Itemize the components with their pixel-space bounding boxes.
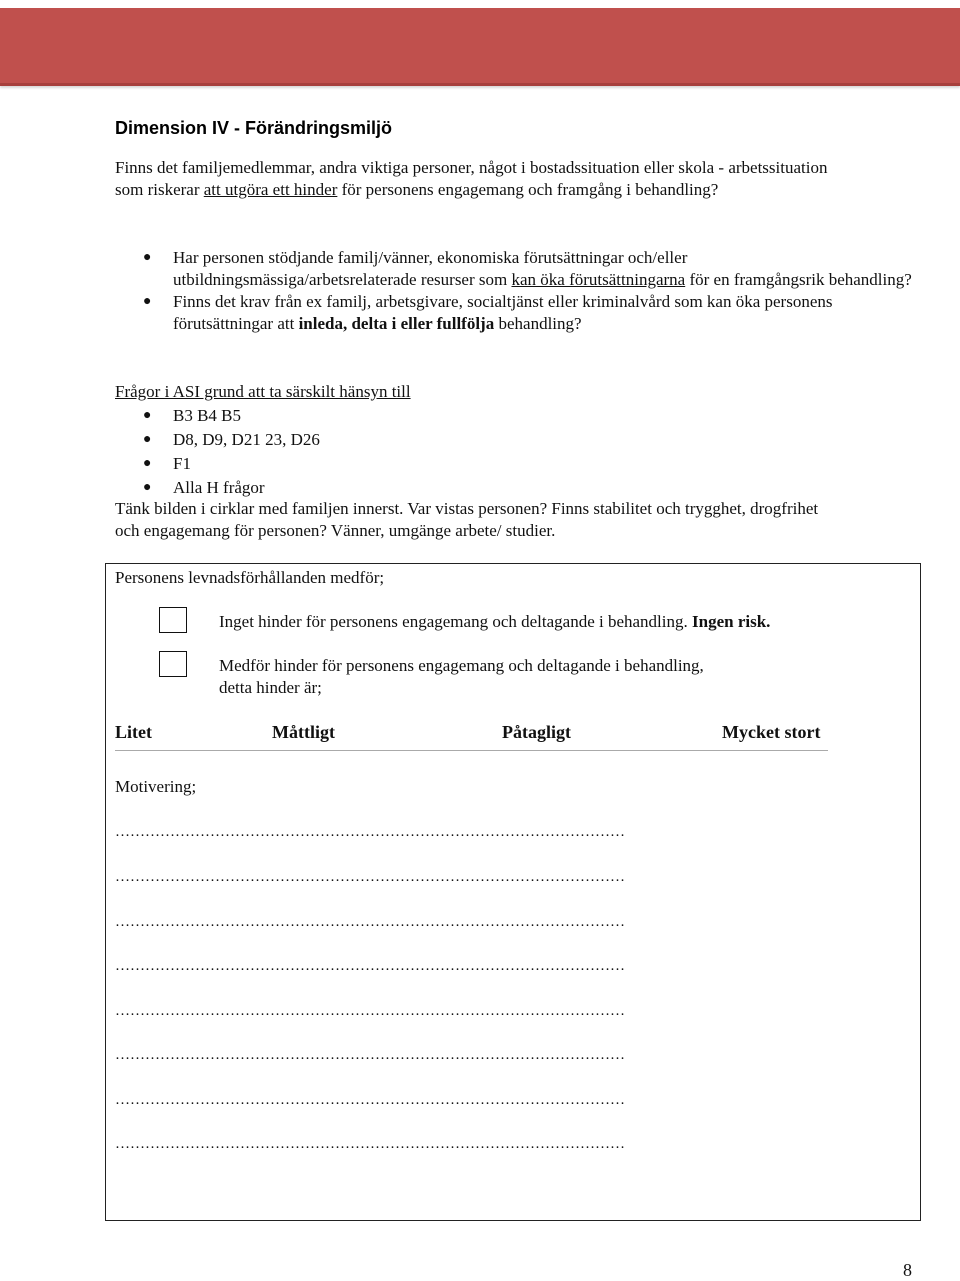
header-bar bbox=[0, 8, 960, 86]
list-item: ● F1 bbox=[115, 452, 915, 476]
scale-mycket-stort[interactable]: Mycket stort bbox=[722, 722, 821, 742]
intro-text-1: Finns det familjemedlemmar, andra viktiga personer, något i bostadssituation eller skola - arbetssituation som riskerar bbox=[115, 158, 828, 199]
motivation-label: Motivering; bbox=[115, 777, 197, 796]
asi-heading: Frågor i ASI grund att ta särskilt hänsyn till bbox=[115, 382, 411, 401]
intro-paragraph bbox=[115, 157, 835, 201]
intro-text-2: för personens engagemang och framgång i behandling? bbox=[337, 180, 719, 199]
scale-litet[interactable]: Litet bbox=[115, 722, 152, 742]
asi-list bbox=[115, 404, 915, 500]
option-obstacle-line2: detta hinder är; bbox=[219, 678, 322, 697]
list-item: ● B3 B4 B5 bbox=[115, 404, 915, 428]
motivation-line[interactable]: ………………………………………………………………………………………… bbox=[115, 1092, 625, 1108]
no-risk-checkbox[interactable] bbox=[159, 607, 187, 633]
obstacle-checkbox[interactable] bbox=[159, 651, 187, 677]
motivation-line[interactable]: ………………………………………………………………………………………… bbox=[115, 958, 625, 974]
option-no-risk: Inget hinder för personens engagemang och deltagande i behandling. Ingen risk. bbox=[219, 612, 771, 631]
list-item: ● D8, D9, D21 23, D26 bbox=[115, 428, 915, 452]
motivation-line[interactable]: ………………………………………………………………………………………… bbox=[115, 824, 625, 840]
motivation-line[interactable]: ………………………………………………………………………………………… bbox=[115, 1003, 625, 1019]
page-number: 8 bbox=[903, 1260, 912, 1280]
bullet-icon: ● bbox=[143, 480, 152, 495]
bullet-icon: ● bbox=[143, 250, 152, 265]
question-bullets bbox=[115, 247, 915, 335]
scale-mattligt[interactable]: Måttligt bbox=[272, 722, 335, 742]
motivation-line[interactable]: ………………………………………………………………………………………… bbox=[115, 914, 625, 930]
bullet-icon: ● bbox=[143, 294, 152, 309]
motivation-line[interactable]: ………………………………………………………………………………………… bbox=[115, 1136, 625, 1152]
scale-divider bbox=[115, 750, 828, 751]
motivation-line[interactable]: ………………………………………………………………………………………… bbox=[115, 869, 625, 885]
option-obstacle-line1: Medför hinder för personens engagemang och deltagande i behandling, bbox=[219, 656, 704, 675]
bullet-icon: ● bbox=[143, 432, 152, 447]
assessment-label: Personens levnadsförhållanden medför; bbox=[115, 568, 385, 587]
scale-patagligt[interactable]: Påtagligt bbox=[502, 722, 571, 742]
bullet-icon: ● bbox=[143, 408, 152, 423]
list-item: ● Har personen stödjande familj/vänner, ekonomiska förutsättningar och/eller utbildningsmässiga/arbetsrelaterade resurser som kan öka förutsättningarna för en framgångsrik behandling? bbox=[143, 248, 912, 289]
guidance-text: Tänk bilden i cirklar med familjen innerst. Var vistas personen? Finns stabilitet och trygghet, drogfrihet och engagemang för personen? Vänner, umgänge arbete/ studier. bbox=[115, 499, 819, 540]
list-item: ● Alla H frågor bbox=[115, 476, 915, 500]
motivation-line[interactable]: ………………………………………………………………………………………… bbox=[115, 1047, 625, 1063]
list-item: ● Finns det krav från ex familj, arbetsgivare, socialtjänst eller kriminalvård som kan öka personens förutsättningar att inleda, delta i eller fullfölja behandling? bbox=[143, 292, 833, 333]
intro-underlined: att utgöra ett hinder bbox=[203, 180, 338, 199]
bullet-icon: ● bbox=[143, 456, 152, 471]
page-header bbox=[0, 0, 960, 88]
section-heading: Dimension IV - Förändringsmiljö bbox=[115, 118, 393, 138]
